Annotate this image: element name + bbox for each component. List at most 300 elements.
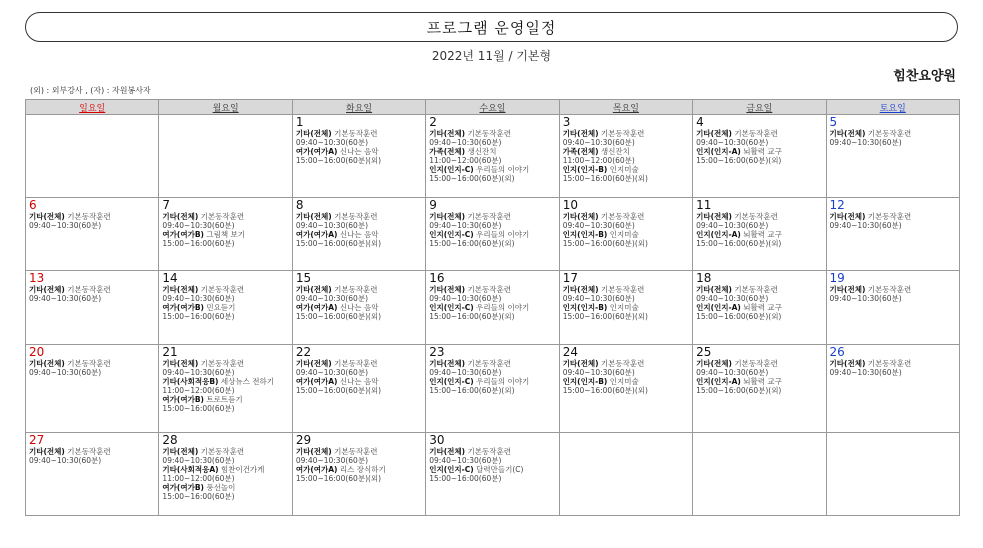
event-category: 기타(전체) (162, 447, 199, 456)
day-cell (426, 345, 559, 433)
event-time: 15:00~16:00(60분)(외) (429, 386, 515, 395)
schedule-event (830, 129, 956, 147)
schedule-event (296, 447, 422, 465)
event-name: 기본동작훈련 (867, 359, 912, 368)
schedule-event (696, 212, 822, 230)
event-name: 기본동작훈련 (67, 212, 111, 221)
schedule-event (563, 129, 689, 147)
event-time: 15:00~16:00(60분)(외) (562, 312, 648, 321)
event-name: 신나는 음악 (339, 147, 379, 156)
event-category: 기타(전체) (162, 359, 199, 368)
day-number: 27 (29, 433, 45, 447)
schedule-event (296, 465, 422, 483)
day-number: 9 (429, 198, 437, 212)
event-category: 가족(전체) (429, 147, 466, 156)
event-time: 15:00~16:00(60분)(외) (562, 239, 648, 248)
day-number: 16 (429, 271, 445, 285)
event-time: 09:40~10:30(60분) (429, 368, 502, 377)
day-number: 12 (829, 198, 845, 212)
event-time: 09:40~10:30(60분) (162, 294, 235, 303)
day-cell (559, 198, 692, 271)
schedule-event (296, 147, 422, 165)
event-category: 인지(인지-B) (562, 303, 608, 312)
day-number: 5 (829, 115, 838, 129)
event-time: 09:40~10:30(60분) (562, 368, 635, 377)
event-category: 기타(전체) (829, 285, 866, 294)
event-category: 기타(전체) (29, 285, 65, 294)
event-name: 생신잔치 (467, 147, 497, 156)
event-category: 여가(여가A) (295, 377, 338, 386)
schedule-event (563, 303, 689, 321)
schedule-event (429, 230, 555, 248)
event-category: 기타(전체) (829, 129, 866, 138)
event-time: 15:00~16:00(60분) (162, 404, 235, 413)
schedule-event (563, 285, 689, 303)
schedule-event (296, 359, 422, 377)
event-time: 09:40~10:30(60분) (295, 221, 368, 230)
organization-name: 힘찬요양원 (893, 69, 956, 84)
event-category: 인지(인지-C) (429, 377, 474, 386)
event-name: 인지미술 (609, 377, 639, 386)
event-name: 풍선놀이 (206, 483, 236, 492)
event-category: 기타(전체) (696, 212, 732, 221)
schedule-event (429, 285, 555, 303)
schedule-event (429, 377, 555, 395)
day-cell (426, 271, 559, 345)
event-category: 여가(여가A) (295, 465, 338, 474)
event-name: 신나는 음악 (339, 303, 379, 312)
day-cell (292, 433, 425, 516)
event-category: 기타(전체) (562, 129, 599, 138)
event-time: 09:40~10:30(60분) (162, 368, 235, 377)
event-name: 기본동작훈련 (734, 359, 778, 368)
empty-day-cell (26, 115, 159, 198)
event-time: 11:00~12:00(60분) (162, 474, 235, 483)
event-time: 15:00~16:00(60분)(외) (295, 474, 382, 483)
event-category: 인지(인지-C) (429, 465, 474, 474)
event-name: 기본동작훈련 (600, 129, 645, 138)
event-category: 기타(전체) (29, 447, 65, 456)
event-category: 기타(전체) (162, 212, 199, 221)
event-category: 여가(여가B) (162, 303, 204, 312)
schedule-event (162, 359, 288, 377)
event-name: 기본동작훈련 (67, 359, 111, 368)
day-cell (292, 345, 425, 433)
event-name: 인지미술 (609, 165, 639, 174)
event-name: 기본동작훈련 (467, 447, 511, 456)
event-name: 기본동작훈련 (200, 359, 245, 368)
event-time: 15:00~16:00(60분) (429, 474, 502, 483)
event-name: 기본동작훈련 (467, 129, 511, 138)
event-category: 기타(전체) (829, 359, 866, 368)
event-category: 인지(인지-C) (429, 303, 474, 312)
event-time: 09:40~10:30(60분) (829, 368, 902, 377)
weekday-tuesday: 화요일 (292, 100, 425, 115)
day-cell (426, 115, 559, 198)
event-time: 09:40~10:30(60분) (295, 138, 368, 147)
event-category: 기타(전체) (696, 285, 732, 294)
event-category: 인지(인지-A) (696, 303, 741, 312)
event-time: 09:40~10:30(60분) (562, 294, 635, 303)
event-name: 트로트듣기 (206, 395, 243, 404)
event-time: 09:40~10:30(60분) (29, 221, 102, 230)
event-category: 기타(전체) (696, 129, 732, 138)
event-time: 15:00~16:00(60분)(외) (696, 239, 782, 248)
day-cell (159, 433, 292, 516)
calendar-table (25, 99, 960, 516)
event-name: 기본동작훈련 (200, 447, 245, 456)
weekday-saturday[interactable]: 토요일 (826, 100, 959, 115)
schedule-event (296, 230, 422, 248)
day-number: 26 (829, 345, 845, 359)
event-name: 기본동작훈련 (67, 285, 111, 294)
event-name: 기본동작훈련 (334, 129, 378, 138)
event-time: 09:40~10:30(60분) (162, 221, 235, 230)
day-cell (693, 115, 826, 198)
event-category: 인지(인지-B) (562, 377, 608, 386)
day-cell (693, 271, 826, 345)
event-time: 11:00~12:00(60분) (429, 156, 502, 165)
day-number: 30 (429, 433, 445, 447)
weekday-wednesday: 수요일 (426, 100, 559, 115)
event-time: 09:40~10:30(60분) (696, 221, 769, 230)
schedule-event (162, 377, 288, 395)
schedule-event (162, 447, 288, 465)
event-name: 기본동작훈련 (467, 359, 511, 368)
day-cell (426, 433, 559, 516)
event-time: 15:00~16:00(60분)(외) (295, 312, 382, 321)
day-number: 8 (295, 198, 304, 212)
schedule-event (696, 147, 822, 165)
event-name: 우리들의 이야기 (476, 230, 530, 239)
schedule-event (29, 447, 155, 465)
day-cell (559, 271, 692, 345)
event-time: 09:40~10:30(60분) (29, 456, 102, 465)
event-name: 기본동작훈련 (467, 212, 511, 221)
event-category: 인지(인지-C) (429, 165, 474, 174)
day-cell (159, 345, 292, 433)
day-number: 23 (429, 345, 445, 359)
week-row (26, 345, 960, 433)
day-number: 22 (295, 345, 312, 359)
event-name: 우리들의 이야기 (476, 303, 530, 312)
event-name: 기본동작훈련 (600, 285, 645, 294)
day-number: 17 (562, 271, 578, 285)
event-time: 15:00~16:00(60분)(외) (295, 239, 382, 248)
event-time: 15:00~16:00(60분)(외) (696, 156, 782, 165)
day-cell (26, 271, 159, 345)
event-time: 09:40~10:30(60분) (295, 456, 368, 465)
event-category: 기타(전체) (429, 129, 466, 138)
schedule-event (296, 212, 422, 230)
day-cell (26, 198, 159, 271)
schedule-event (29, 359, 155, 377)
event-time: 15:00~16:00(60분)(외) (562, 386, 648, 395)
day-cell (826, 271, 959, 345)
event-time: 09:40~10:30(60분) (29, 368, 102, 377)
schedule-event (696, 285, 822, 303)
legend-note: (외) : 외부강사 , (자) : 자원봉사자 (30, 86, 151, 95)
event-name: 신나는 음악 (339, 230, 379, 239)
weekday-header-row (26, 100, 960, 115)
schedule-event (830, 285, 956, 303)
event-category: 기타(전체) (429, 285, 466, 294)
schedule-event (696, 359, 822, 377)
schedule-event (696, 377, 822, 395)
event-time: 15:00~16:00(60분)(외) (429, 312, 515, 321)
empty-day-cell (159, 115, 292, 198)
day-cell (292, 271, 425, 345)
event-category: 기타(전체) (29, 212, 65, 221)
event-category: 여가(여가B) (162, 483, 204, 492)
day-cell (693, 198, 826, 271)
event-time: 15:00~16:00(60분)(외) (696, 312, 782, 321)
event-category: 기타(전체) (429, 447, 466, 456)
event-name: 기본동작훈련 (334, 447, 378, 456)
event-name: 우리들의 이야기 (476, 377, 530, 386)
schedule-event (429, 359, 555, 377)
day-number: 24 (562, 345, 578, 359)
day-cell (26, 345, 159, 433)
schedule-event (162, 395, 288, 413)
day-number: 28 (162, 433, 178, 447)
weekday-thursday: 목요일 (559, 100, 692, 115)
event-name: 기본동작훈련 (67, 447, 111, 456)
event-category: 여가(여가A) (295, 230, 338, 239)
event-name: 기본동작훈련 (200, 285, 245, 294)
schedule-event (429, 303, 555, 321)
event-time: 09:40~10:30(60분) (162, 456, 235, 465)
event-name: 생신잔치 (600, 147, 630, 156)
event-time: 09:40~10:30(60분) (696, 368, 769, 377)
week-row (26, 198, 960, 271)
event-name: 리스 장식하기 (339, 465, 386, 474)
day-number: 18 (696, 271, 712, 285)
day-cell (693, 345, 826, 433)
empty-day-cell (693, 433, 826, 516)
day-cell (559, 115, 692, 198)
event-name: 기본동작훈련 (734, 212, 778, 221)
event-name: 인지미술 (609, 230, 639, 239)
event-time: 09:40~10:30(60분) (696, 294, 769, 303)
event-time: 09:40~10:30(60분) (429, 294, 502, 303)
schedule-event (296, 303, 422, 321)
event-category: 인지(인지-A) (696, 377, 741, 386)
event-name: 뇌활력 교구 (743, 303, 782, 312)
day-number: 29 (295, 433, 312, 447)
empty-day-cell (559, 433, 692, 516)
event-name: 기본동작훈련 (734, 129, 778, 138)
schedule-event (29, 285, 155, 303)
day-number: 7 (162, 198, 171, 212)
event-category: 여가(여가A) (295, 303, 338, 312)
event-name: 인지미술 (609, 303, 639, 312)
schedule-event (696, 230, 822, 248)
schedule-event (162, 483, 288, 501)
event-category: 여가(여가B) (162, 395, 204, 404)
day-cell (159, 271, 292, 345)
event-name: 기본동작훈련 (600, 359, 645, 368)
weekday-sunday[interactable]: 일요일 (26, 100, 159, 115)
schedule-event (429, 165, 555, 183)
event-time: 15:00~16:00(60분)(외) (562, 174, 648, 183)
event-name: 뇌활력 교구 (743, 377, 782, 386)
schedule-event (696, 129, 822, 147)
event-name: 기본동작훈련 (467, 285, 511, 294)
day-cell (426, 198, 559, 271)
schedule-event (429, 147, 555, 165)
event-category: 기타(전체) (162, 285, 199, 294)
day-number: 2 (429, 115, 437, 129)
event-time: 09:40~10:30(60분) (829, 138, 902, 147)
event-category: 기타(전체) (562, 212, 599, 221)
day-number: 11 (696, 198, 712, 212)
event-time: 15:00~16:00(60분) (162, 492, 235, 501)
event-category: 인지(인지-B) (562, 230, 608, 239)
schedule-event (296, 285, 422, 303)
schedule-event (696, 303, 822, 321)
event-category: 기타(전체) (295, 212, 332, 221)
event-category: 인지(인지-B) (562, 165, 608, 174)
event-name: 기본동작훈련 (200, 212, 245, 221)
schedule-event (29, 212, 155, 230)
day-number: 20 (29, 345, 45, 359)
week-row (26, 271, 960, 345)
event-time: 09:40~10:30(60분) (429, 456, 502, 465)
event-name: 기본동작훈련 (334, 212, 378, 221)
event-time: 09:40~10:30(60분) (562, 221, 635, 230)
event-time: 09:40~10:30(60분) (29, 294, 102, 303)
schedule-subtitle: 2022년 11월 / 기본형 (431, 49, 552, 63)
day-number: 10 (562, 198, 578, 212)
schedule-event (563, 212, 689, 230)
event-category: 기타(전체) (295, 447, 332, 456)
event-name: 기본동작훈련 (334, 285, 378, 294)
day-number: 3 (562, 115, 571, 129)
event-name: 민요듣기 (206, 303, 236, 312)
event-category: 기타(전체) (295, 129, 332, 138)
day-cell (826, 198, 959, 271)
schedule-event (162, 465, 288, 483)
schedule-event (162, 212, 288, 230)
event-category: 기타(전체) (29, 359, 65, 368)
weekday-monday: 월요일 (159, 100, 292, 115)
event-category: 기타(사회적응A) (162, 465, 219, 474)
event-category: 기타(전체) (562, 285, 599, 294)
event-name: 기본동작훈련 (334, 359, 378, 368)
event-category: 기타(전체) (829, 212, 866, 221)
schedule-event (830, 212, 956, 230)
event-category: 기타(전체) (295, 285, 332, 294)
event-category: 여가(여가A) (295, 147, 338, 156)
schedule-event (296, 129, 422, 147)
schedule-event (563, 359, 689, 377)
event-name: 기본동작훈련 (867, 129, 912, 138)
event-time: 09:40~10:30(60분) (696, 138, 769, 147)
event-time: 15:00~16:00(60분) (162, 312, 235, 321)
day-cell (292, 115, 425, 198)
event-name: 달력만들기(C) (476, 465, 524, 474)
event-time: 09:40~10:30(60분) (562, 138, 635, 147)
event-category: 기타(사회적응B) (162, 377, 219, 386)
event-time: 15:00~16:00(60분)(외) (295, 156, 382, 165)
event-category: 인지(인지-C) (429, 230, 474, 239)
schedule-event (429, 212, 555, 230)
day-cell (26, 433, 159, 516)
schedule-event (429, 465, 555, 483)
day-number: 15 (295, 271, 312, 285)
event-name: 그림책 보기 (206, 230, 245, 239)
day-number: 1 (295, 115, 304, 129)
schedule-event (429, 129, 555, 147)
schedule-event (162, 303, 288, 321)
event-category: 인지(인지-A) (696, 230, 741, 239)
day-number: 25 (696, 345, 712, 359)
event-time: 15:00~16:00(60분)(외) (429, 239, 515, 248)
event-category: 가족(전체) (562, 147, 599, 156)
schedule-event (830, 359, 956, 377)
event-time: 11:00~12:00(60분) (562, 156, 635, 165)
day-cell (559, 345, 692, 433)
day-cell (826, 345, 959, 433)
event-category: 인지(인지-A) (696, 147, 741, 156)
event-category: 기타(전체) (429, 212, 466, 221)
event-time: 09:40~10:30(60분) (295, 368, 368, 377)
event-category: 기타(전체) (562, 359, 599, 368)
day-number: 19 (829, 271, 845, 285)
schedule-event (162, 285, 288, 303)
event-time: 15:00~16:00(60분)(외) (696, 386, 782, 395)
schedule-event (296, 377, 422, 395)
event-time: 09:40~10:30(60분) (829, 221, 902, 230)
event-name: 기본동작훈련 (734, 285, 778, 294)
weekday-friday: 금요일 (693, 100, 826, 115)
event-time: 15:00~16:00(60분)(외) (429, 174, 515, 183)
day-cell (159, 198, 292, 271)
event-time: 09:40~10:30(60분) (829, 294, 902, 303)
event-name: 신나는 음악 (339, 377, 379, 386)
day-number: 14 (162, 271, 178, 285)
event-time: 15:00~16:00(60분) (162, 239, 235, 248)
event-time: 11:00~12:00(60분) (162, 386, 235, 395)
schedule-event (563, 147, 689, 165)
day-cell (826, 115, 959, 198)
event-name: 뇌활력 교구 (743, 230, 782, 239)
event-name: 기본동작훈련 (867, 212, 912, 221)
event-time: 09:40~10:30(60분) (429, 221, 502, 230)
event-category: 기타(전체) (696, 359, 732, 368)
event-time: 15:00~16:00(60분)(외) (295, 386, 382, 395)
event-time: 09:40~10:30(60분) (429, 138, 502, 147)
schedule-event (563, 377, 689, 395)
schedule-event (563, 165, 689, 183)
schedule-event (563, 230, 689, 248)
day-number: 13 (29, 271, 45, 285)
day-number: 21 (162, 345, 178, 359)
event-name: 우리들의 이야기 (476, 165, 530, 174)
event-name: 뇌활력 교구 (743, 147, 782, 156)
page-title: 프로그램 운영일정 (25, 12, 958, 42)
event-name: 기본동작훈련 (867, 285, 912, 294)
event-category: 여가(여가B) (162, 230, 204, 239)
event-name: 기본동작훈련 (600, 212, 645, 221)
event-name: 힘찬이건가게 (220, 465, 265, 474)
event-name: 세상뉴스 전하기 (220, 377, 274, 386)
day-number: 4 (696, 115, 704, 129)
week-row (26, 433, 960, 516)
week-row (26, 115, 960, 198)
schedule-event (429, 447, 555, 465)
